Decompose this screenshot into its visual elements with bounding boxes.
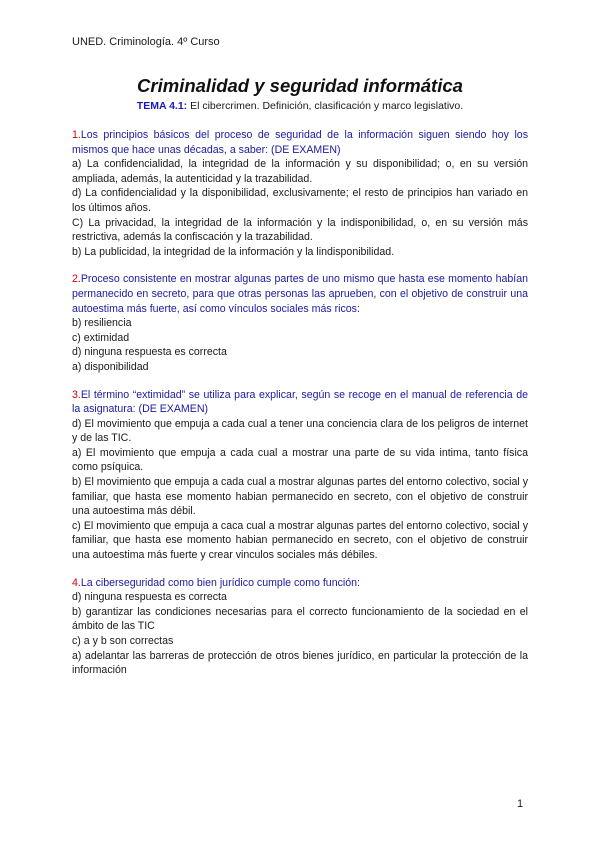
- answer-option: d) ninguna respuesta es correcta: [72, 346, 227, 359]
- question-3: [72, 388, 528, 563]
- document-subtitle: [0, 100, 600, 112]
- answer-option: b) garantizar las condiciones necesarias para el correcto funcionamiento de la sociedad en el ámbito de las TIC: [72, 605, 528, 633]
- document-header: UNED. Criminología. 4º Curso: [72, 36, 220, 48]
- answer-option: a) La confidencialidad, la integridad de la información y su disponibilidad; o, en su versión ampliada, además, la autenticidad y la trazabilidad.: [72, 158, 528, 185]
- answer-option: d) El movimiento que empuja a cada cual a tener una conciencia clara de los peligros de internet y de las TIC.: [72, 417, 528, 445]
- question-stem: 3.El término “extimidad” se utiliza para explicar, según se recoge en el manual de referencia de la asignatura: (DE EXAMEN): [72, 388, 528, 416]
- question-stem: 1.Los principios básicos del proceso de seguridad de la información siguen siendo hoy los mismos que hace unas décadas, a saber: (DE EXAMEN): [72, 129, 528, 156]
- answer-option: C) La privacidad, la integridad de la información y la indisponibilidad, o, en su versión más restrictiva, además la confiscación y la trazabilidad.: [72, 216, 528, 244]
- question-4: [72, 576, 528, 678]
- question-stem: 4.La ciberseguridad como bien jurídico cumple como función:: [72, 576, 360, 589]
- question-number: 4.: [72, 576, 81, 589]
- answer-option: d) ninguna respuesta es correcta: [72, 591, 227, 604]
- answer-option: a) El movimiento que empuja a cada cual a mostrar una parte de su vida intima, tanto física como psíquica.: [72, 446, 528, 474]
- answer-option: c) a y b son correctas: [72, 635, 174, 647]
- topic-tag: TEMA 4.1:: [136, 100, 188, 112]
- question-number: 2.: [72, 273, 81, 286]
- answer-option: b) resiliencia: [72, 317, 132, 330]
- answer-option: a) adelantar las barreras de protección de otros bienes jurídico, en particular la protección de la información: [72, 649, 528, 677]
- answer-option: d) La confidencialidad y la disponibilidad, exclusivamente; el resto de principios han variado en los últimos años.: [72, 187, 528, 214]
- answer-option: c) extimidad: [72, 331, 130, 344]
- page-number: 1: [517, 798, 524, 810]
- question-list: [72, 128, 528, 691]
- topic-description: El cibercrimen. Definición, clasificación y marco legislativo.: [187, 100, 464, 112]
- question-number: 1.: [72, 129, 81, 141]
- answer-option: a) disponibilidad: [72, 360, 149, 373]
- answer-option: b) El movimiento que empuja a cada cual a mostrar algunas partes del entorno colectivo, social y familiar, que hasta ese momento habian permanecido en secreto, con el objetivo de construir una autoestima más débil.: [72, 476, 528, 518]
- document-title: Criminalidad y seguridad informática: [137, 75, 463, 96]
- question-2: [72, 272, 528, 374]
- question-number: 3.: [72, 388, 81, 401]
- question-stem: 2.Proceso consistente en mostrar algunas partes de uno mismo que hasta ese momento habían permanecido en secreto, para que otras personas las aprueben, con el objetivo de construir una autoestima más fuerte, así como vínculos sociales más ricos:: [72, 273, 528, 315]
- answer-option: b) La publicidad, la integridad de la información y la lindisponibilidad.: [72, 245, 395, 258]
- question-1: [72, 128, 528, 259]
- answer-option: c) El movimiento que empuja a caca cual a mostrar algunas partes del entorno colectivo, social y familiar, que hasta ese momento habian permanecido en secreto, con el objetivo de construir una autoestima más fuerte y crear vinculos sociales más débiles.: [72, 519, 528, 562]
